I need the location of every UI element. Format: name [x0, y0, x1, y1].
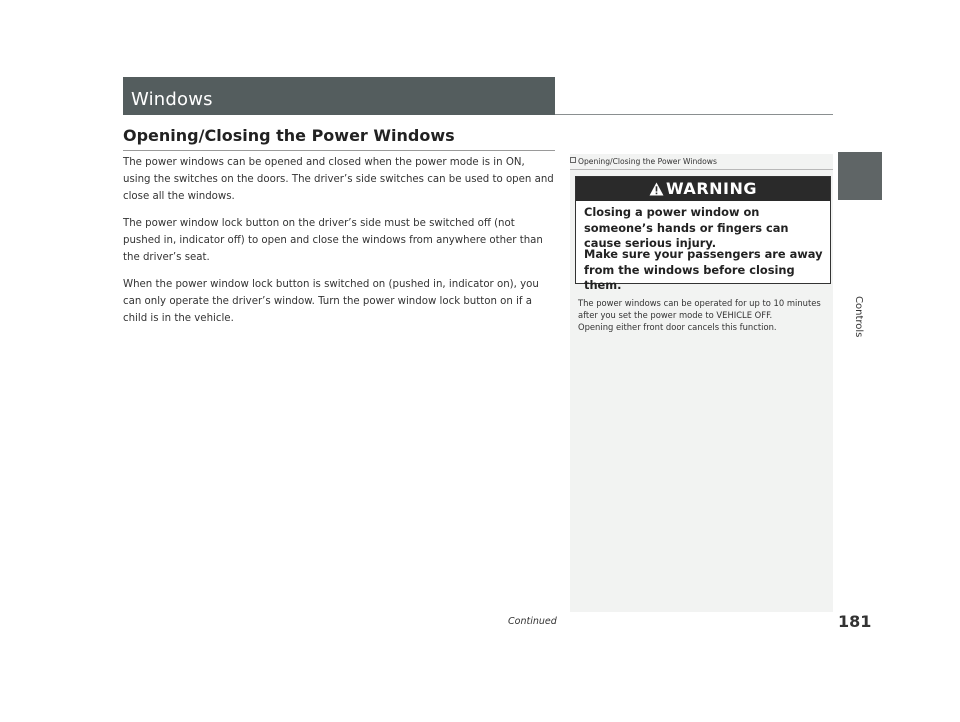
chapter-title: Windows [131, 89, 213, 110]
side-tab-label: Controls [853, 296, 864, 338]
chapter-header-bar [123, 77, 555, 115]
chapter-divider [555, 114, 833, 115]
warning-box [575, 176, 831, 292]
section-divider [123, 150, 555, 151]
reference-marker-icon [570, 157, 576, 163]
note-line: The power windows can be operated for up to 10 minutes after you set the power mode to VEHICLE OFF. [578, 298, 821, 320]
body-paragraph: When the power window lock button is switched on (pushed in, indicator on), you can only operate the driver’s window. Turn the power window lock button on if a child is in the vehicle. [123, 279, 539, 324]
side-tab-label-container [850, 296, 864, 342]
body-paragraph: The power window lock button on the driver’s side must be switched off (not pushed in, indicator off) to open and close the windows from anywhere other than the driver’s seat. [123, 218, 543, 263]
body-paragraph: The power windows can be opened and closed when the power mode is in ON, using the switches on the doors. The driver’s side switches can be used to open and close all the windows. [123, 157, 554, 202]
warning-triangle-icon [649, 182, 664, 196]
page-number: 181 [838, 612, 872, 631]
sidebar-heading-text: Opening/Closing the Power Windows [578, 157, 717, 166]
chapter-side-tab [838, 152, 882, 200]
note-line: Opening either front door cancels this function. [578, 322, 777, 332]
sidebar-heading [570, 157, 717, 166]
warning-text: Make sure your passengers are away from the windows before closing them. [584, 247, 823, 292]
sidebar-notes-text [578, 297, 826, 333]
warning-header [576, 177, 830, 201]
sidebar-notes [570, 154, 833, 612]
continued-label: Continued [508, 616, 557, 627]
section-heading: Opening/Closing the Power Windows [123, 126, 455, 145]
warning-text: Closing a power window on someone’s hands or fingers can cause serious injury. [584, 205, 789, 250]
warning-title: WARNING [666, 179, 757, 198]
sidebar-divider [570, 169, 833, 170]
